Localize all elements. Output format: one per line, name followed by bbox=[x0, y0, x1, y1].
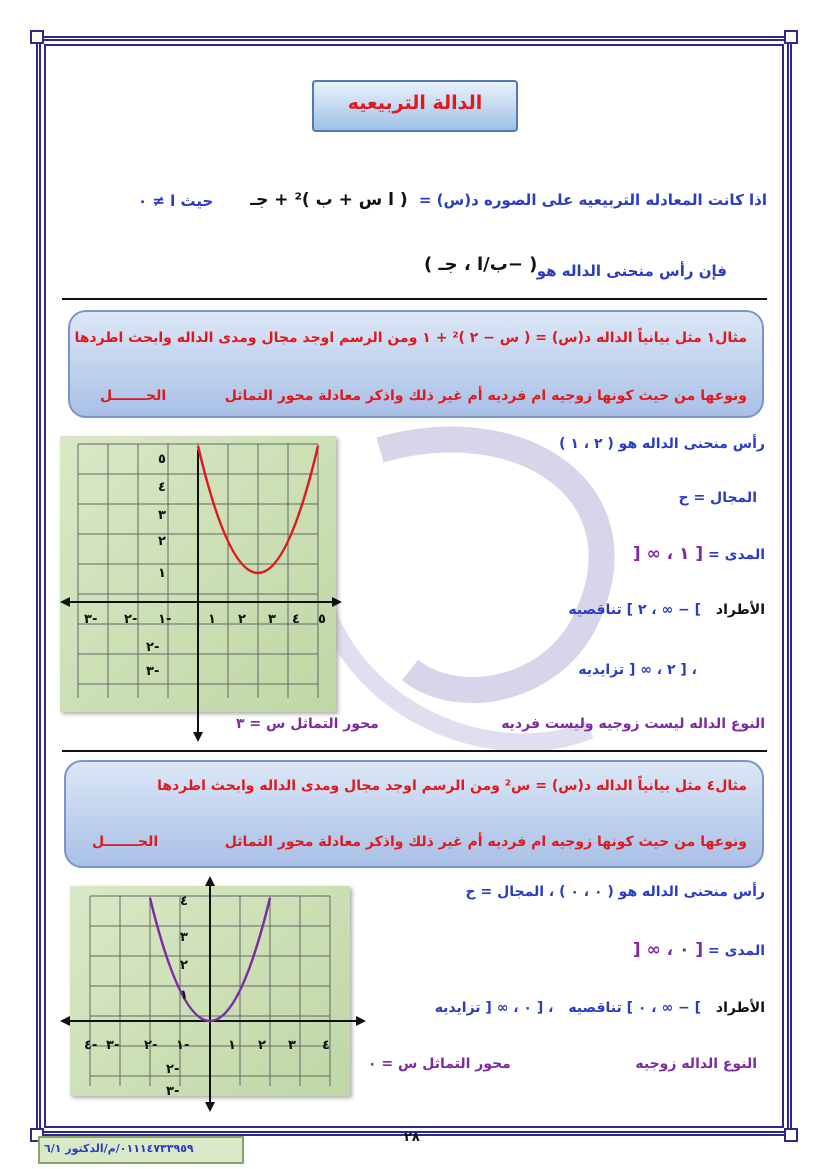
example2-box bbox=[64, 760, 764, 868]
x-tick: ٢ bbox=[258, 1038, 266, 1053]
frame-corner bbox=[784, 30, 798, 44]
monotonic-label: الأطراد bbox=[715, 602, 765, 618]
example1-type: النوع الداله ليست زوجيه وليست فرديه bbox=[501, 716, 765, 732]
y-tick: ٣- bbox=[146, 664, 160, 679]
x-tick: ٢- bbox=[144, 1038, 158, 1053]
y-tick: ٢- bbox=[166, 1062, 180, 1077]
y-tick: ٣ bbox=[180, 930, 188, 945]
x-tick: ٢- bbox=[124, 612, 138, 627]
x-tick: ٤ bbox=[292, 612, 300, 627]
example1-question-line2: ونوعها من حيث كونها زوجيه ام فرديه أم غير ذلك واذكر معادلة محور التماثل bbox=[224, 388, 747, 404]
example2-question-line1: مثال٤ مثل بيانياً الداله د(س) = س² ومن الرسم اوجد مجال ومدى الداله وابحث اطردها bbox=[157, 778, 747, 794]
example2-vertex-domain: رأس منحنى الداله هو ( ٠ ، ٠ ) ، المجال = ح bbox=[465, 884, 765, 900]
example1-monotonic2: ، [ ٢ ، ∞ [ تزايديه bbox=[578, 662, 697, 678]
y-tick: ١ bbox=[158, 566, 166, 581]
y-tick: ٤ bbox=[180, 894, 188, 909]
intro-line1 bbox=[244, 190, 767, 210]
example2-graph bbox=[60, 876, 370, 1116]
example2-monotonic bbox=[435, 1000, 765, 1016]
range-value: [ ١ ، ∞ [ bbox=[632, 544, 704, 564]
x-tick: ٢ bbox=[238, 612, 246, 627]
y-tick: ٣- bbox=[166, 1084, 180, 1099]
intro-condition: حيث ا ≠ ٠ bbox=[138, 192, 214, 210]
x-tick: ٣ bbox=[288, 1038, 296, 1053]
example1-question-line1: مثال١ مثل بيانياً الداله د(س) = ( س − ٢ )² + ١ ومن الرسم اوجد مجال ومدى الداله وابحث اطردها bbox=[74, 330, 747, 346]
y-tick: ٥ bbox=[158, 452, 166, 467]
range-label: المدى = bbox=[708, 943, 765, 959]
range-value: [ ٠ ، ∞ [ bbox=[632, 940, 704, 960]
x-tick: ٣ bbox=[268, 612, 276, 627]
monotonic-label: الأطراد bbox=[715, 1000, 765, 1016]
divider bbox=[62, 298, 767, 300]
range-label: المدى = bbox=[708, 547, 765, 563]
example1-range bbox=[633, 544, 765, 564]
example2-solution-label: الحـــــــل bbox=[92, 834, 159, 850]
x-tick: ١- bbox=[158, 612, 172, 627]
example2-type: النوع الداله زوجيه bbox=[635, 1056, 757, 1072]
frame-corner bbox=[30, 30, 44, 44]
x-tick: ١- bbox=[176, 1038, 190, 1053]
example1-vertex: رأس منحنى الداله هو ( ٢ ، ١ ) bbox=[559, 436, 765, 452]
frame-corner bbox=[784, 1128, 798, 1142]
footer-text: ٠١١١٤٧٣٣٩٥٩/م/الدكتور ٦/١ bbox=[44, 1142, 194, 1155]
example1-monotonic1 bbox=[568, 602, 765, 618]
y-tick: ٢- bbox=[146, 640, 160, 655]
example1-solution-label: الحـــــــل bbox=[100, 388, 167, 404]
x-tick: ٤- bbox=[84, 1038, 98, 1053]
example1-axis: محور التماثل س = ٣ bbox=[236, 716, 379, 732]
intro-text: اذا كانت المعادله التربيعيه على الصوره د(س) = bbox=[418, 191, 767, 209]
page-title: الدالة التربيعيه bbox=[347, 92, 483, 114]
x-tick: ٥ bbox=[318, 612, 326, 627]
x-tick: ٣- bbox=[106, 1038, 120, 1053]
intro-line2: فإن رأس منحنى الداله هو bbox=[536, 262, 727, 280]
monotonic-decreasing: ] − ∞ ، ٠ ] تناقصيه bbox=[568, 1000, 702, 1016]
y-tick: ١ bbox=[180, 988, 188, 1003]
y-tick: ٢ bbox=[158, 534, 166, 549]
example1-domain: المجال = ح bbox=[678, 490, 757, 506]
x-tick: ١ bbox=[208, 612, 216, 627]
y-tick: ٣ bbox=[158, 508, 166, 523]
example2-axis: محور التماثل س = ٠ bbox=[368, 1056, 511, 1072]
y-tick: ٢ bbox=[180, 958, 188, 973]
page-number: ٢٨ bbox=[404, 1130, 420, 1145]
y-tick: ٤ bbox=[158, 480, 166, 495]
x-tick: ١ bbox=[228, 1038, 236, 1053]
example2-question-line2: ونوعها من حيث كونها زوجيه ام فرديه أم غير ذلك واذكر معادلة محور التماثل bbox=[224, 834, 747, 850]
example1-graph bbox=[60, 436, 350, 746]
monotonic-increasing: ، [ ٠ ، ∞ [ تزايديه bbox=[434, 1000, 554, 1016]
x-tick: ٤ bbox=[322, 1038, 330, 1053]
x-tick: ٣- bbox=[84, 612, 98, 627]
intro-formula: ( ا س + ب )² + جـ bbox=[250, 190, 408, 210]
divider bbox=[62, 750, 767, 752]
vertex-formula: ( −ب/ا ، جـ ) bbox=[424, 254, 538, 275]
monotonic-decreasing: ] − ∞ ، ٢ ] تناقصيه bbox=[568, 602, 702, 618]
example2-range bbox=[633, 940, 765, 960]
